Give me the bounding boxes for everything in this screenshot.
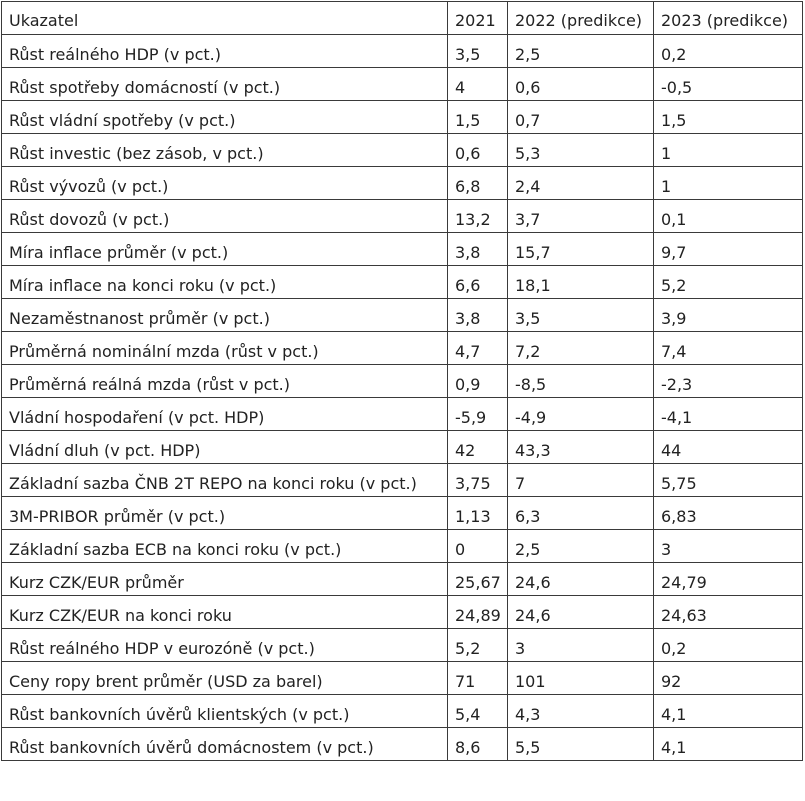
indicator-cell: 3M-PRIBOR průměr (v pct.) <box>2 497 448 530</box>
value-2021-cell: 25,67 <box>448 563 508 596</box>
table-row <box>2 497 803 530</box>
table-row <box>2 332 803 365</box>
value-2022-cell: 2,5 <box>508 35 654 68</box>
table-row <box>2 200 803 233</box>
indicator-cell: Míra inflace průměr (v pct.) <box>2 233 448 266</box>
table-row <box>2 629 803 662</box>
value-2021-cell: 6,6 <box>448 266 508 299</box>
header-2021: 2021 <box>448 2 508 35</box>
indicator-cell: Růst reálného HDP (v pct.) <box>2 35 448 68</box>
header-indicator: Ukazatel <box>2 2 448 35</box>
indicator-cell: Růst investic (bez zásob, v pct.) <box>2 134 448 167</box>
indicator-cell: Základní sazba ECB na konci roku (v pct.) <box>2 530 448 563</box>
value-2021-cell: 8,6 <box>448 728 508 761</box>
value-2021-cell: 0,6 <box>448 134 508 167</box>
value-2021-cell: 71 <box>448 662 508 695</box>
indicator-cell: Ceny ropy brent průměr (USD za barel) <box>2 662 448 695</box>
value-2021-cell: 3,8 <box>448 233 508 266</box>
value-2022-cell: 4,3 <box>508 695 654 728</box>
value-2022-cell: 0,6 <box>508 68 654 101</box>
header-2023: 2023 (predikce) <box>654 2 803 35</box>
table-row <box>2 398 803 431</box>
value-2022-cell: 3 <box>508 629 654 662</box>
value-2022-cell: 7,2 <box>508 332 654 365</box>
value-2023-cell: 4,1 <box>654 728 803 761</box>
value-2023-cell: 3 <box>654 530 803 563</box>
value-2023-cell: 24,63 <box>654 596 803 629</box>
value-2023-cell: 1,5 <box>654 101 803 134</box>
value-2021-cell: 13,2 <box>448 200 508 233</box>
value-2023-cell: 92 <box>654 662 803 695</box>
value-2021-cell: -5,9 <box>448 398 508 431</box>
indicator-cell: Růst bankovních úvěrů klientských (v pct.) <box>2 695 448 728</box>
table-row <box>2 134 803 167</box>
indicator-cell: Kurz CZK/EUR průměr <box>2 563 448 596</box>
value-2022-cell: 101 <box>508 662 654 695</box>
value-2022-cell: 2,5 <box>508 530 654 563</box>
table-row <box>2 365 803 398</box>
value-2022-cell: 15,7 <box>508 233 654 266</box>
table-row <box>2 728 803 761</box>
table-row <box>2 530 803 563</box>
value-2023-cell: 1 <box>654 134 803 167</box>
value-2022-cell: 3,5 <box>508 299 654 332</box>
value-2023-cell: 5,75 <box>654 464 803 497</box>
table-body <box>2 35 803 761</box>
value-2021-cell: 4,7 <box>448 332 508 365</box>
value-2022-cell: -8,5 <box>508 365 654 398</box>
value-2023-cell: -2,3 <box>654 365 803 398</box>
value-2023-cell: 1 <box>654 167 803 200</box>
indicator-cell: Růst dovozů (v pct.) <box>2 200 448 233</box>
indicator-cell: Růst bankovních úvěrů domácnostem (v pct.) <box>2 728 448 761</box>
indicator-cell: Průměrná nominální mzda (růst v pct.) <box>2 332 448 365</box>
value-2023-cell: 0,2 <box>654 629 803 662</box>
table-row <box>2 233 803 266</box>
value-2021-cell: 5,4 <box>448 695 508 728</box>
value-2023-cell: -0,5 <box>654 68 803 101</box>
indicator-cell: Růst reálného HDP v eurozóně (v pct.) <box>2 629 448 662</box>
value-2021-cell: 3,75 <box>448 464 508 497</box>
value-2023-cell: -4,1 <box>654 398 803 431</box>
value-2022-cell: 2,4 <box>508 167 654 200</box>
value-2022-cell: 5,5 <box>508 728 654 761</box>
table-row <box>2 431 803 464</box>
table-row <box>2 68 803 101</box>
value-2021-cell: 42 <box>448 431 508 464</box>
indicator-cell: Průměrná reálná mzda (růst v pct.) <box>2 365 448 398</box>
indicator-cell: Kurz CZK/EUR na konci roku <box>2 596 448 629</box>
indicator-cell: Růst vládní spotřeby (v pct.) <box>2 101 448 134</box>
value-2023-cell: 3,9 <box>654 299 803 332</box>
value-2023-cell: 5,2 <box>654 266 803 299</box>
economic-indicators-table <box>1 1 803 761</box>
value-2023-cell: 4,1 <box>654 695 803 728</box>
table-row <box>2 563 803 596</box>
value-2022-cell: 6,3 <box>508 497 654 530</box>
value-2022-cell: 3,7 <box>508 200 654 233</box>
value-2022-cell: 24,6 <box>508 563 654 596</box>
value-2021-cell: 0 <box>448 530 508 563</box>
value-2023-cell: 7,4 <box>654 332 803 365</box>
table-row <box>2 596 803 629</box>
table-row <box>2 35 803 68</box>
table-row <box>2 266 803 299</box>
value-2021-cell: 6,8 <box>448 167 508 200</box>
indicator-cell: Vládní dluh (v pct. HDP) <box>2 431 448 464</box>
table-row <box>2 299 803 332</box>
value-2021-cell: 5,2 <box>448 629 508 662</box>
value-2021-cell: 1,13 <box>448 497 508 530</box>
indicator-cell: Růst vývozů (v pct.) <box>2 167 448 200</box>
table-header-row <box>2 2 803 35</box>
table-row <box>2 662 803 695</box>
value-2021-cell: 3,8 <box>448 299 508 332</box>
value-2022-cell: 24,6 <box>508 596 654 629</box>
value-2021-cell: 0,9 <box>448 365 508 398</box>
value-2021-cell: 24,89 <box>448 596 508 629</box>
value-2021-cell: 3,5 <box>448 35 508 68</box>
value-2022-cell: 0,7 <box>508 101 654 134</box>
value-2022-cell: 18,1 <box>508 266 654 299</box>
value-2023-cell: 6,83 <box>654 497 803 530</box>
indicator-cell: Míra inflace na konci roku (v pct.) <box>2 266 448 299</box>
value-2023-cell: 0,1 <box>654 200 803 233</box>
table-row <box>2 464 803 497</box>
value-2023-cell: 24,79 <box>654 563 803 596</box>
value-2023-cell: 0,2 <box>654 35 803 68</box>
value-2023-cell: 9,7 <box>654 233 803 266</box>
table-row <box>2 101 803 134</box>
table-row <box>2 167 803 200</box>
value-2022-cell: 7 <box>508 464 654 497</box>
indicator-cell: Vládní hospodaření (v pct. HDP) <box>2 398 448 431</box>
indicator-cell: Základní sazba ČNB 2T REPO na konci roku (v pct.) <box>2 464 448 497</box>
value-2021-cell: 1,5 <box>448 101 508 134</box>
indicator-cell: Nezaměstnanost průměr (v pct.) <box>2 299 448 332</box>
value-2022-cell: 43,3 <box>508 431 654 464</box>
value-2022-cell: 5,3 <box>508 134 654 167</box>
value-2023-cell: 44 <box>654 431 803 464</box>
value-2021-cell: 4 <box>448 68 508 101</box>
table-row <box>2 695 803 728</box>
indicator-cell: Růst spotřeby domácností (v pct.) <box>2 68 448 101</box>
value-2022-cell: -4,9 <box>508 398 654 431</box>
header-2022: 2022 (predikce) <box>508 2 654 35</box>
